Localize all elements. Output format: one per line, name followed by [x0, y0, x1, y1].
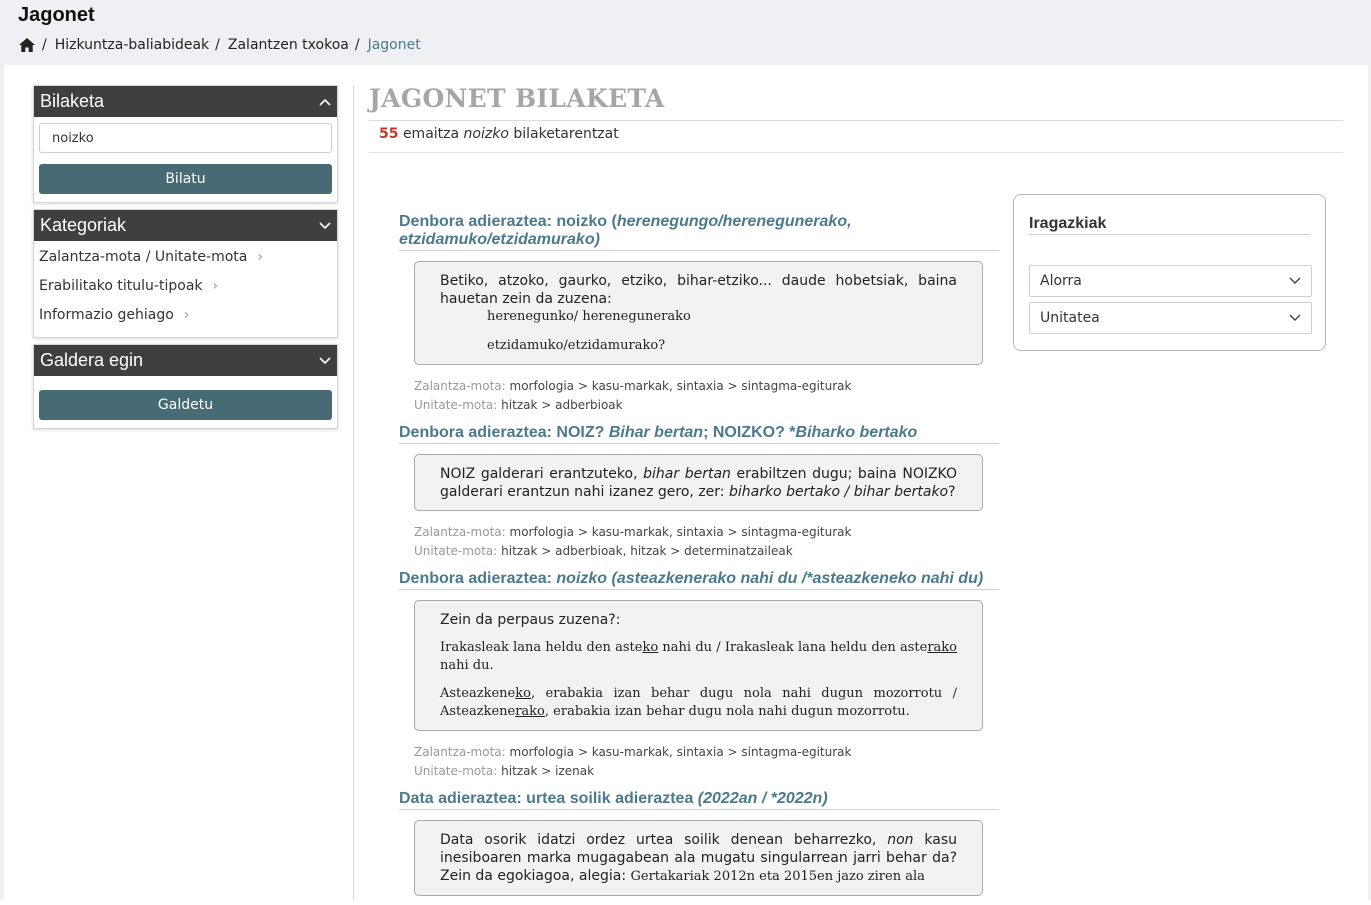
chevron-right-icon: ›: [183, 306, 190, 323]
result-count-number: 55: [379, 126, 399, 142]
result-title-link[interactable]: [399, 790, 999, 810]
question-text: erabiltzen dugu; baina NOIZKO galderari erantzun nahi izanez gero, zer:: [440, 466, 957, 500]
result-count-query: noizko: [463, 126, 509, 142]
search-button[interactable]: Bilatu: [39, 164, 332, 194]
result-title-text: Denbora adieraztea:: [399, 570, 557, 587]
result-title-link[interactable]: [399, 424, 999, 444]
chevron-down-icon[interactable]: [319, 222, 331, 230]
chevron-down-icon: [1289, 277, 1301, 285]
filter-select-unitatea[interactable]: [1029, 302, 1312, 334]
question-example: Gertakariak 2012n eta 2015en jazo ziren ala: [630, 869, 925, 884]
meta-value: morfologia > kasu-markak, sintaxia > sintagma-egiturak: [509, 525, 852, 539]
page-title: JAGONET BILAKETA: [369, 84, 665, 113]
search-panel-title: Bilaketa: [40, 91, 105, 111]
result-example-line: Irakasleak lana heldu den asteko nahi du / Irakasleak lana heldu den asterako nahi du.: [440, 640, 957, 673]
ask-panel-title: Galdera egin: [40, 350, 144, 370]
meta-value: morfologia > kasu-markak, sintaxia > sintagma-egiturak: [509, 379, 852, 393]
meta-value: hitzak > izenak: [501, 764, 595, 778]
chevron-right-icon: ›: [212, 277, 219, 294]
meta-key: Zalantza-mota:: [414, 745, 506, 759]
search-input[interactable]: [39, 123, 332, 153]
search-panel: [33, 85, 338, 203]
filter-select-alorra[interactable]: [1029, 265, 1312, 297]
result-meta: [414, 377, 999, 415]
meta-key: Zalantza-mota:: [414, 525, 506, 539]
question-italic: biharko bertako / bihar bertako: [728, 484, 949, 500]
result-question: [440, 831, 957, 886]
question-text: Data osorik idatzi ordez urtea soilik denean beharrezko,: [440, 832, 888, 848]
home-icon[interactable]: [18, 37, 36, 53]
ask-button[interactable]: Galdetu: [39, 390, 332, 420]
meta-key: Unitate-mota:: [414, 764, 498, 778]
result-count-text: bilaketarentzat: [513, 126, 619, 142]
result-item: [399, 213, 999, 415]
question-text: kasu inesiboaren marka mugagabean ala mugatu singularrean jarri behar da? Zein da egokiagoa, alegia:: [440, 832, 957, 884]
result-example-line: herenegunko/ herenegunerako: [487, 309, 691, 324]
result-item: [399, 790, 999, 896]
category-item-zalantza-mota[interactable]: [34, 242, 337, 271]
meta-value: morfologia > kasu-markak, sintaxia > sintagma-egiturak: [509, 745, 852, 759]
question-italic: non: [887, 832, 914, 848]
category-item-informazio[interactable]: [34, 300, 337, 329]
breadcrumb-separator: /: [215, 37, 220, 53]
result-example-line: etzidamuko/etzidamurako?: [487, 338, 666, 353]
result-count: [379, 126, 619, 142]
meta-key: Zalantza-mota:: [414, 379, 506, 393]
breadcrumb-link-hizkuntza[interactable]: Hizkuntza-baliabideak: [54, 37, 210, 53]
result-question-box: [414, 454, 983, 511]
chevron-down-icon: [1289, 314, 1301, 322]
result-question-box: [414, 600, 983, 731]
result-question: Zein da perpaus zuzena?:: [440, 612, 621, 628]
meta-key: Unitate-mota:: [414, 544, 498, 558]
meta-key: Unitate-mota:: [414, 398, 498, 412]
result-meta: [414, 523, 999, 561]
question-italic: bihar bertan: [643, 466, 731, 482]
meta-value: hitzak > adberbioak: [501, 398, 623, 412]
categories-panel: [33, 209, 338, 338]
result-question: Betiko, atzoko, gaurko, etziko, bihar-etziko... daude hobetsiak, baina hauetan zein da zuzena:: [440, 273, 957, 307]
result-title-italic: Bihar bertan: [608, 424, 704, 441]
chevron-down-icon[interactable]: [319, 357, 331, 365]
result-question: [440, 465, 957, 501]
result-title-text: Data adieraztea: urtea soilik adieraztea: [399, 790, 698, 807]
result-question-box: [414, 820, 983, 896]
search-panel-header[interactable]: [34, 86, 337, 117]
filter-select-label: Alorra: [1040, 273, 1082, 289]
result-title-text: ; NOIZKO? *: [703, 424, 796, 441]
breadcrumb-separator: /: [42, 37, 47, 53]
result-question-box: [414, 261, 983, 365]
ask-panel-header[interactable]: [34, 345, 337, 376]
column-divider: [353, 85, 354, 900]
result-meta: [414, 743, 999, 781]
results-list: [399, 213, 999, 905]
result-title-link[interactable]: [399, 213, 999, 251]
chevron-right-icon: ›: [257, 248, 263, 265]
title-divider: [369, 120, 1343, 121]
breadcrumb-current: Jagonet: [367, 37, 421, 53]
result-title-text: Denbora adieraztea: noizko (: [399, 213, 617, 230]
result-example-line: Asteazkeneko, erabakia izan behar dugu nola nahi dugun mozorrotu / Asteazkenerako, erabakia izan behar dugu nola nahi dugun mozorrotu.: [440, 686, 957, 719]
category-item-label: Informazio gehiago: [39, 306, 174, 323]
sidebar: [33, 85, 338, 435]
breadcrumb: [18, 37, 421, 53]
breadcrumb-link-zalantzen[interactable]: Zalantzen txokoa: [227, 37, 349, 53]
meta-value: hitzak > adberbioak, hitzak > determinatzaileak: [501, 544, 793, 558]
breadcrumb-separator: /: [354, 37, 360, 53]
result-title-italic: (2022an / *2022n): [697, 790, 828, 807]
category-item-label: Erabilitako titulu-tipoak: [39, 277, 203, 294]
page-edge-left: [0, 65, 4, 900]
category-item-label: Zalantza-mota / Unitate-mota: [39, 248, 248, 265]
result-title-italic: herenegungo/herenegunerako, etzidamuko/etzidamurako): [399, 213, 852, 248]
app-title: Jagonet: [18, 4, 95, 26]
result-title-italic: Biharko bertako: [795, 424, 918, 441]
categories-panel-title: Kategoriak: [40, 215, 127, 235]
ask-panel: [33, 344, 338, 429]
result-count-text: emaitza: [402, 126, 460, 142]
question-text: NOIZ galderari erantzuteko,: [440, 466, 644, 482]
filters-panel: [1013, 194, 1326, 351]
result-title-link[interactable]: [399, 570, 999, 590]
result-title-text: Denbora adieraztea: NOIZ?: [399, 424, 609, 441]
category-item-titulu-tipoak[interactable]: [34, 271, 337, 300]
question-text: ?: [948, 484, 956, 500]
result-item: [399, 570, 999, 781]
categories-panel-header[interactable]: [34, 210, 337, 241]
header-bar: [0, 0, 1371, 65]
filter-select-label: Unitatea: [1040, 310, 1100, 326]
result-title-italic: noizko (asteazkenerako nahi du /*asteazkeneko nahi du): [556, 570, 984, 587]
count-divider: [369, 152, 1343, 153]
filters-title: Iragazkiak: [1029, 215, 1310, 235]
chevron-up-icon[interactable]: [319, 98, 331, 106]
result-item: [399, 424, 999, 561]
